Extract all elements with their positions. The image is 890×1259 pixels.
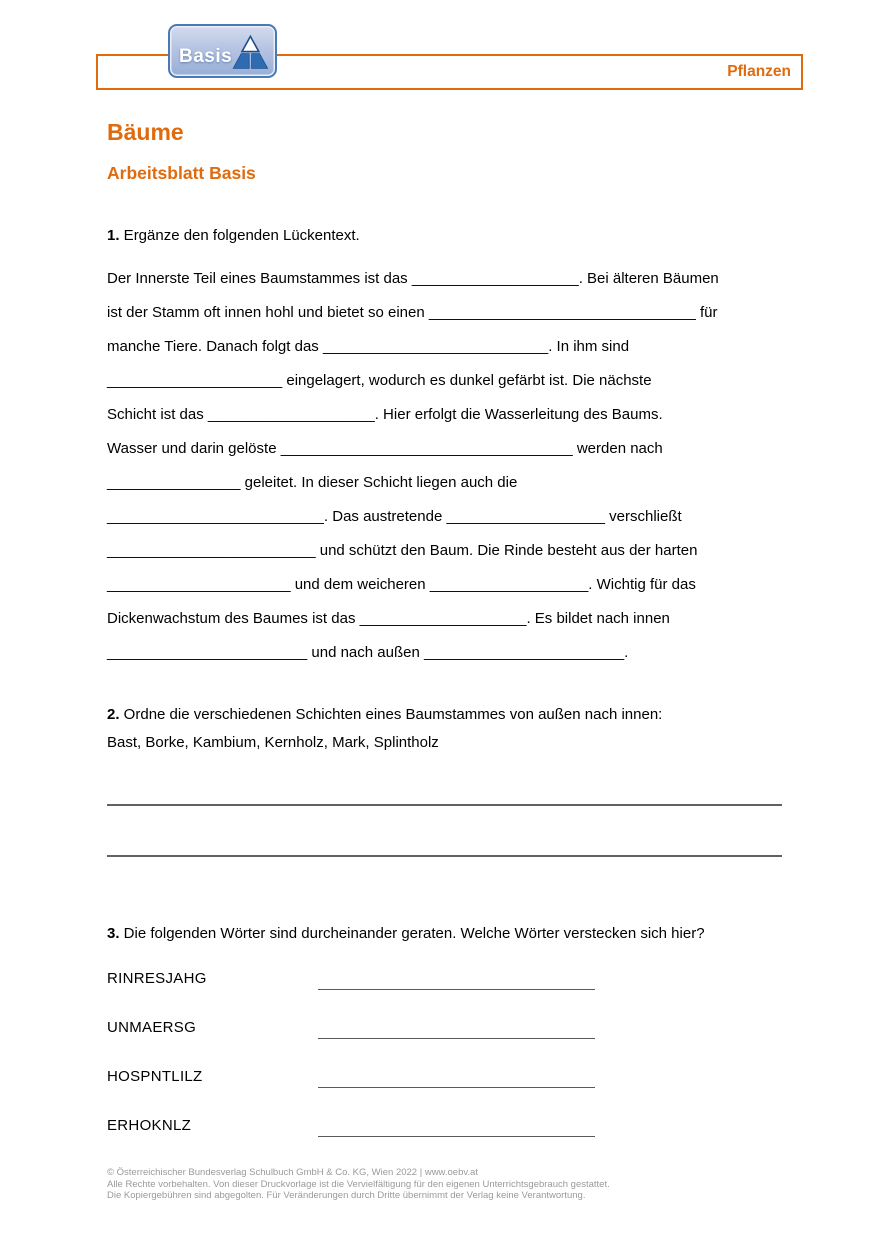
gap-text-line: Dickenwachstum des Baumes ist das ____________________. Es bildet nach innen: [107, 610, 670, 627]
basis-logo-label: Basis: [179, 46, 233, 67]
task2-answer-line-2: [107, 855, 782, 857]
task3-prompt: [107, 920, 705, 948]
page-title: Bäume: [107, 119, 184, 145]
task1-number: 1.: [107, 227, 120, 244]
task3-answer-line: [318, 989, 595, 990]
pyramid-icon: [232, 30, 269, 74]
task3-number: 3.: [107, 925, 120, 942]
task1-gap-text: [107, 262, 807, 670]
gap-text-line: Der Innerste Teil eines Baumstammes ist das ____________________. Bei älteren Bäumen: [107, 270, 719, 287]
gap-text-line: manche Tiere. Danach folgt das ___________________________. In ihm sind: [107, 338, 630, 355]
footer-copyright: [107, 1167, 610, 1202]
task3-scramble-rows: [107, 968, 782, 1164]
gap-text-line: ______________________ und dem weicheren ___________________. Wichtig für das: [107, 576, 696, 593]
task2-answer-line-1: [107, 804, 782, 806]
basis-logo: [168, 24, 277, 78]
gap-text-line: Wasser und darin gelöste ___________________________________ werden nach: [107, 440, 663, 457]
gap-text-line: ________________ geleitet. In dieser Schicht liegen auch die: [107, 474, 518, 491]
task3-prompt-text: Die folgenden Wörter sind durcheinander geraten. Welche Wörter verstecken sich hier?: [119, 925, 705, 942]
subject-label: Pflanzen: [727, 63, 791, 80]
scrambled-word: RINRESJAHG: [107, 970, 207, 987]
scrambled-word: UNMAERSG: [107, 1019, 197, 1036]
task2-number: 2.: [107, 706, 120, 723]
scramble-row: [107, 1017, 782, 1066]
gap-text-line: _____________________ eingelagert, wodurch es dunkel gefärbt ist. Die nächste: [107, 372, 652, 389]
scrambled-word: HOSPNTLILZ: [107, 1068, 203, 1085]
gap-text-line: Schicht ist das ____________________. Hier erfolgt die Wasserleitung des Baums.: [107, 406, 663, 423]
gap-text-line: ________________________ und nach außen ________________________.: [107, 644, 629, 661]
footer-line-2: Alle Rechte vorbehalten. Von dieser Druckvorlage ist die Vervielfältigung für den eigenen Unterrichtsgebrauch gestattet.: [107, 1178, 610, 1190]
page-subtitle: Arbeitsblatt Basis: [107, 163, 256, 183]
scramble-row: [107, 1115, 782, 1164]
gap-text-line: _________________________ und schützt den Baum. Die Rinde besteht aus der harten: [107, 542, 698, 559]
task3-answer-line: [318, 1087, 595, 1088]
gap-text-line: __________________________. Das austretende ___________________ verschließt: [107, 508, 682, 525]
footer-line-1: © Österreichischer Bundesverlag Schulbuch GmbH & Co. KG, Wien 2022 | www.oebv.at: [107, 1167, 478, 1178]
scramble-row: [107, 968, 782, 1017]
scrambled-word: ERHOKNLZ: [107, 1117, 192, 1134]
task3-answer-line: [318, 1136, 595, 1137]
gap-text-line: ist der Stamm oft innen hohl und bietet so einen ________________________________ für: [107, 304, 718, 321]
task2-prompt-text: Ordne die verschiedenen Schichten eines Baumstammes von außen nach innen:: [119, 706, 663, 723]
task2-prompt-line: [107, 701, 662, 729]
task2-word-list: Bast, Borke, Kambium, Kernholz, Mark, Splintholz: [107, 734, 439, 751]
task1-prompt: [107, 222, 360, 250]
task1-prompt-text: Ergänze den folgenden Lückentext.: [119, 227, 360, 244]
task2-prompt: [107, 701, 662, 757]
footer-line-3: Die Kopiergebühren sind abgegolten. Für Veränderungen durch Dritte übernimmt der Verlag keine Verantwortung.: [107, 1190, 586, 1201]
task3-answer-line: [318, 1038, 595, 1039]
scramble-row: [107, 1066, 782, 1115]
